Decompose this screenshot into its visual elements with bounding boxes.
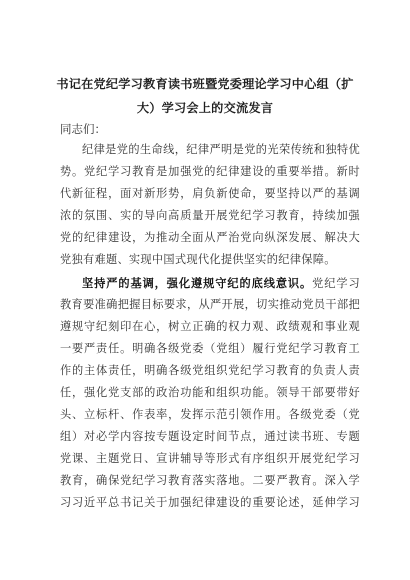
- paragraph-line: 代新征程，面对新形势，肩负新使命，要坚持以严的基调: [60, 187, 360, 200]
- section-heading: 坚持严的基调，强化遵规守纪的底线意识。: [82, 276, 313, 290]
- paragraph-line: 一要严责任。明确各级党委（党组）履行党纪学习教育工: [60, 342, 360, 355]
- paragraph-2: [60, 272, 360, 514]
- paragraph-line: 头、立标杆、作表率，发挥示范引领作用。各级党委（党: [60, 408, 360, 421]
- paragraph-line: 遵规守纪刻印在心，树立正确的权力观、政绩观和事业观: [60, 320, 360, 333]
- paragraph-line: [60, 272, 360, 294]
- title-line-1: 书记在党纪学习教育读书班暨党委理论学习中心组（扩: [56, 77, 354, 91]
- paragraph-line: 党课、主题党日、宣讲辅导等形式有序组织开展党纪学习: [60, 452, 360, 465]
- paragraph-line: 教育，确保党纪学习教育落实落地。二要严教育。深入学: [60, 474, 360, 487]
- paragraph-line: 浓的氛围、实的导向高质量开展党纪学习教育，持续加强: [60, 209, 360, 222]
- title-line-2: 大）学习会上的交流发言: [136, 101, 274, 115]
- paragraph-line: 党的纪律建设，为推动全面从严治党向纵深发展、解决大: [60, 231, 360, 244]
- heading-continuation: 党纪学习: [312, 277, 361, 290]
- paragraph-line: 任，强化党支部的政治功能和组织功能。领导干部要带好: [60, 386, 360, 399]
- paragraph-line: 作的主体责任，明确各级党组织党纪学习教育的负责人责: [60, 364, 360, 377]
- paragraph-line: 党独有难题、实现中国式现代化提供坚实的纪律保障。: [60, 253, 336, 266]
- paragraph-line: 势。党纪学习教育是加强党的纪律建设的重要举措。新时: [60, 165, 360, 178]
- paragraph-line: 习习近平总书记关于加强纪律建设的重要论述，延伸学习: [60, 496, 360, 509]
- document-title: [56, 72, 354, 120]
- paragraph-line: 组）对必学内容按专题设定时间节点，通过读书班、专题: [60, 430, 360, 443]
- paragraph-line: 纪律是党的生命线，纪律严明是党的光荣传统和独特优: [82, 143, 360, 156]
- paragraph-1: [60, 139, 360, 271]
- salutation: 同志们：: [60, 122, 106, 136]
- paragraph-line: 教育要准确把握目标要求，从严开展，切实推动党员干部把: [60, 298, 360, 311]
